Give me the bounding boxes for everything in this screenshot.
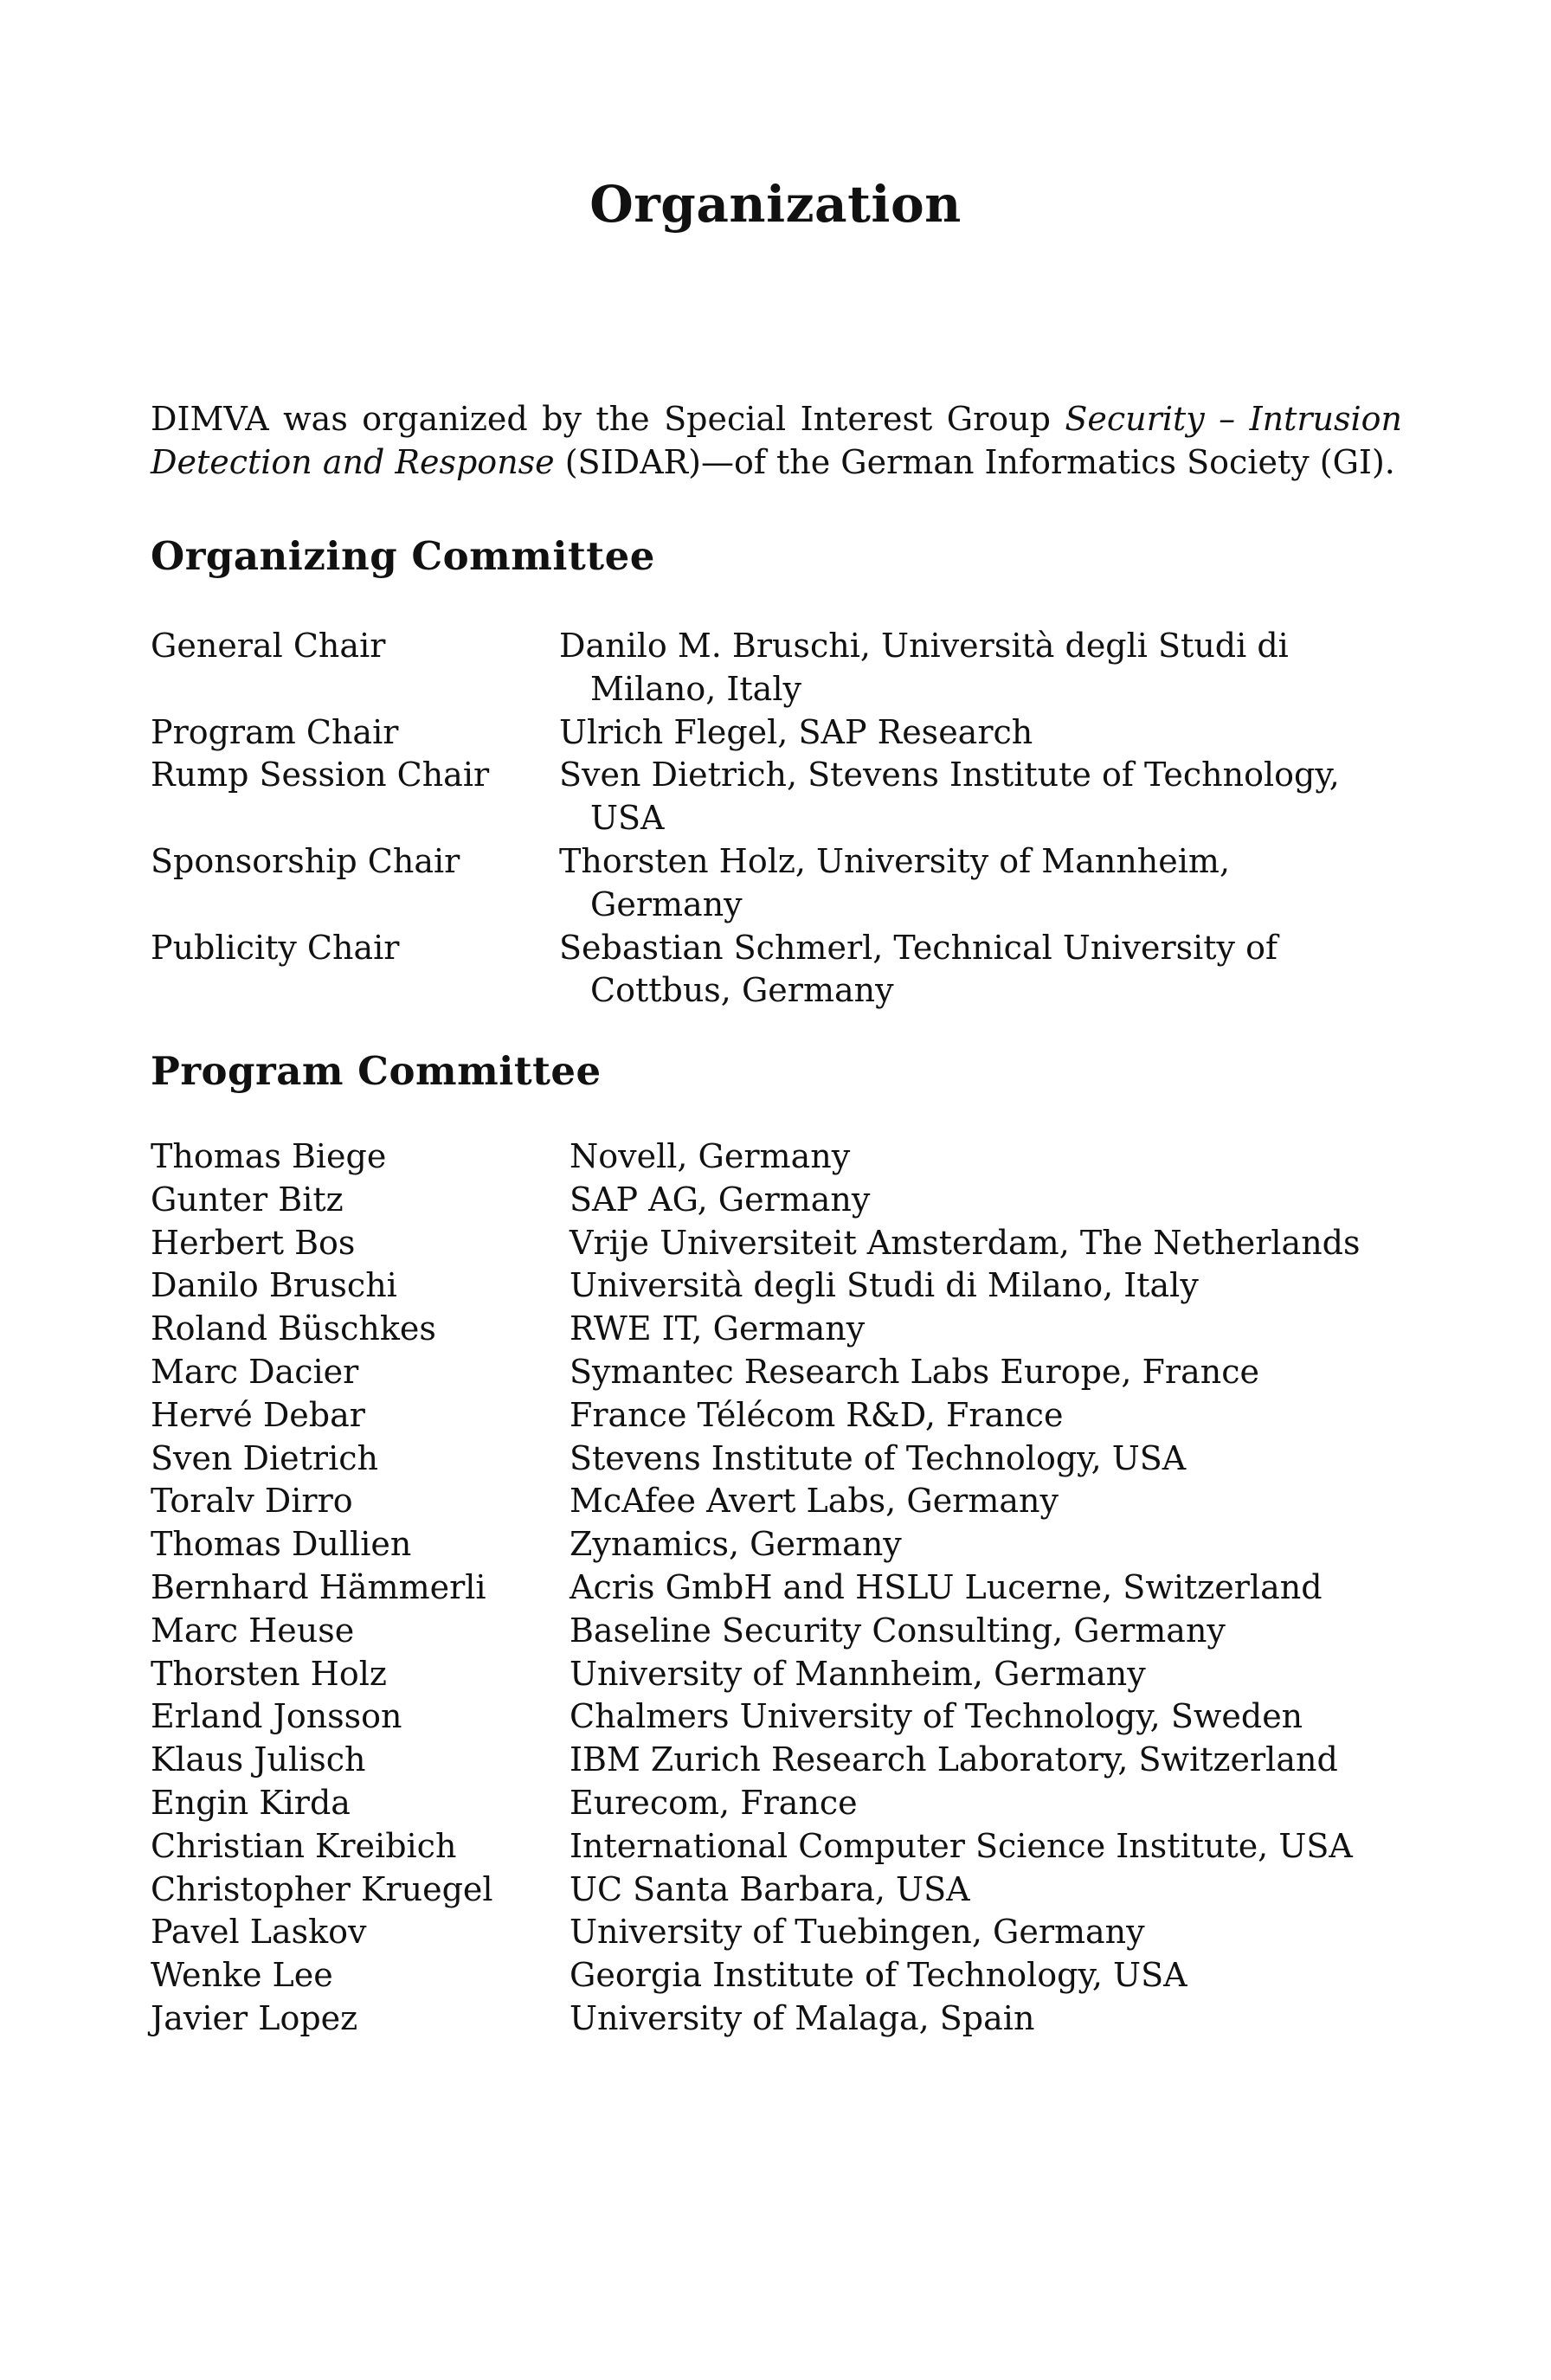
role-label: Sponsorship Chair xyxy=(151,841,460,880)
member-affiliation: Acris GmbH and HSLU Lucerne, Switzerland xyxy=(570,1567,1323,1606)
member-row xyxy=(151,1954,1380,1997)
member-name: Gunter Bitz xyxy=(151,1180,344,1219)
member-affiliation: UC Santa Barbara, USA xyxy=(570,1869,970,1908)
member-name: Thomas Biege xyxy=(151,1137,387,1175)
member-row xyxy=(151,1135,1380,1179)
member-row xyxy=(151,1610,1380,1653)
member-name: Hervé Debar xyxy=(151,1395,365,1434)
program-committee-heading: Program Committee xyxy=(151,1048,602,1094)
member-row xyxy=(151,1264,1380,1308)
role-holder: Sven Dietrich, Stevens Institute of Technology, USA xyxy=(559,756,1340,838)
role-label: Program Chair xyxy=(151,712,399,751)
member-name: Klaus Julisch xyxy=(151,1740,366,1779)
member-affiliation: Novell, Germany xyxy=(570,1137,851,1175)
member-row xyxy=(151,1653,1380,1696)
committee-entry xyxy=(151,927,1380,1013)
member-name: Herbert Bos xyxy=(151,1223,356,1262)
member-row xyxy=(151,1782,1380,1825)
intro-paragraph xyxy=(151,397,1402,484)
member-name: Christopher Kruegel xyxy=(151,1869,493,1908)
member-affiliation: Symantec Research Labs Europe, France xyxy=(570,1352,1259,1391)
member-row xyxy=(151,1911,1380,1954)
member-row xyxy=(151,1739,1380,1782)
member-affiliation: International Computer Science Institute, USA xyxy=(570,1826,1353,1865)
member-row xyxy=(151,1351,1380,1394)
committee-entry xyxy=(151,625,1380,711)
member-affiliation: Chalmers University of Technology, Sweden xyxy=(570,1697,1303,1736)
member-row xyxy=(151,1695,1380,1739)
role-holder: Ulrich Flegel, SAP Research xyxy=(559,712,1033,751)
intro-sig-name: Security – Intrusion Detection and Response xyxy=(151,400,1402,481)
member-affiliation: SAP AG, Germany xyxy=(570,1180,871,1219)
member-affiliation: Stevens Institute of Technology, USA xyxy=(570,1438,1187,1477)
member-row xyxy=(151,1825,1380,1869)
role-label: Rump Session Chair xyxy=(151,756,490,794)
role-label: Publicity Chair xyxy=(151,928,400,967)
member-name: Marc Heuse xyxy=(151,1611,355,1650)
member-affiliation: Baseline Security Consulting, Germany xyxy=(570,1611,1226,1650)
organizing-committee-heading: Organizing Committee xyxy=(151,533,655,579)
member-name: Engin Kirda xyxy=(151,1783,351,1822)
organizing-committee-list xyxy=(151,625,1380,1013)
role-holder: Thorsten Holz, University of Mannheim, Germany xyxy=(559,841,1231,923)
member-name: Danilo Bruschi xyxy=(151,1266,397,1305)
intro-text-1: DIMVA was organized by the Special Interest Group xyxy=(151,400,1065,438)
member-name: Thomas Dullien xyxy=(151,1525,412,1564)
member-affiliation: RWE IT, Germany xyxy=(570,1309,866,1348)
member-name: Sven Dietrich xyxy=(151,1438,378,1477)
member-row xyxy=(151,1179,1380,1222)
committee-entry xyxy=(151,840,1380,927)
member-name: Thorsten Holz xyxy=(151,1654,387,1693)
member-affiliation: Zynamics, Germany xyxy=(570,1525,902,1564)
member-affiliation: University of Tuebingen, Germany xyxy=(570,1913,1145,1952)
member-row xyxy=(151,1480,1380,1523)
member-affiliation: IBM Zurich Research Laboratory, Switzerland xyxy=(570,1740,1338,1779)
committee-entry xyxy=(151,711,1380,755)
member-row xyxy=(151,1869,1380,1912)
member-name: Wenke Lee xyxy=(151,1956,333,1995)
role-holder: Sebastian Schmerl, Technical University of Cottbus, Germany xyxy=(559,928,1278,1010)
member-affiliation: University of Mannheim, Germany xyxy=(570,1654,1146,1693)
member-row xyxy=(151,1222,1380,1265)
member-affiliation: Università degli Studi di Milano, Italy xyxy=(570,1266,1199,1305)
member-affiliation: France Télécom R&D, France xyxy=(570,1395,1064,1434)
member-affiliation: McAfee Avert Labs, Germany xyxy=(570,1482,1059,1521)
role-label: General Chair xyxy=(151,627,386,665)
member-affiliation: University of Malaga, Spain xyxy=(570,1998,1035,2037)
member-affiliation: Vrije Universiteit Amsterdam, The Netherlands xyxy=(570,1223,1361,1262)
member-name: Pavel Laskov xyxy=(151,1913,367,1952)
role-holder: Danilo M. Bruschi, Università degli Studi di Milano, Italy xyxy=(559,627,1289,708)
member-row xyxy=(151,1566,1380,1610)
program-committee-list xyxy=(151,1135,1380,2041)
member-name: Marc Dacier xyxy=(151,1352,359,1391)
member-row xyxy=(151,1997,1380,2041)
member-row xyxy=(151,1523,1380,1566)
member-affiliation: Georgia Institute of Technology, USA xyxy=(570,1956,1187,1995)
intro-text-2: (SIDAR)—of the German Informatics Society (GI). xyxy=(554,443,1395,481)
member-name: Bernhard Hämmerli xyxy=(151,1567,486,1606)
member-name: Christian Kreibich xyxy=(151,1826,457,1865)
member-name: Javier Lopez xyxy=(151,1998,358,2037)
member-row xyxy=(151,1394,1380,1438)
member-name: Erland Jonsson xyxy=(151,1697,402,1736)
member-name: Roland Büschkes xyxy=(151,1309,436,1348)
committee-entry xyxy=(151,754,1380,840)
member-row xyxy=(151,1438,1380,1481)
member-name: Toralv Dirro xyxy=(151,1482,353,1521)
page-title: Organization xyxy=(589,175,962,234)
member-affiliation: Eurecom, France xyxy=(570,1783,858,1822)
member-row xyxy=(151,1308,1380,1351)
